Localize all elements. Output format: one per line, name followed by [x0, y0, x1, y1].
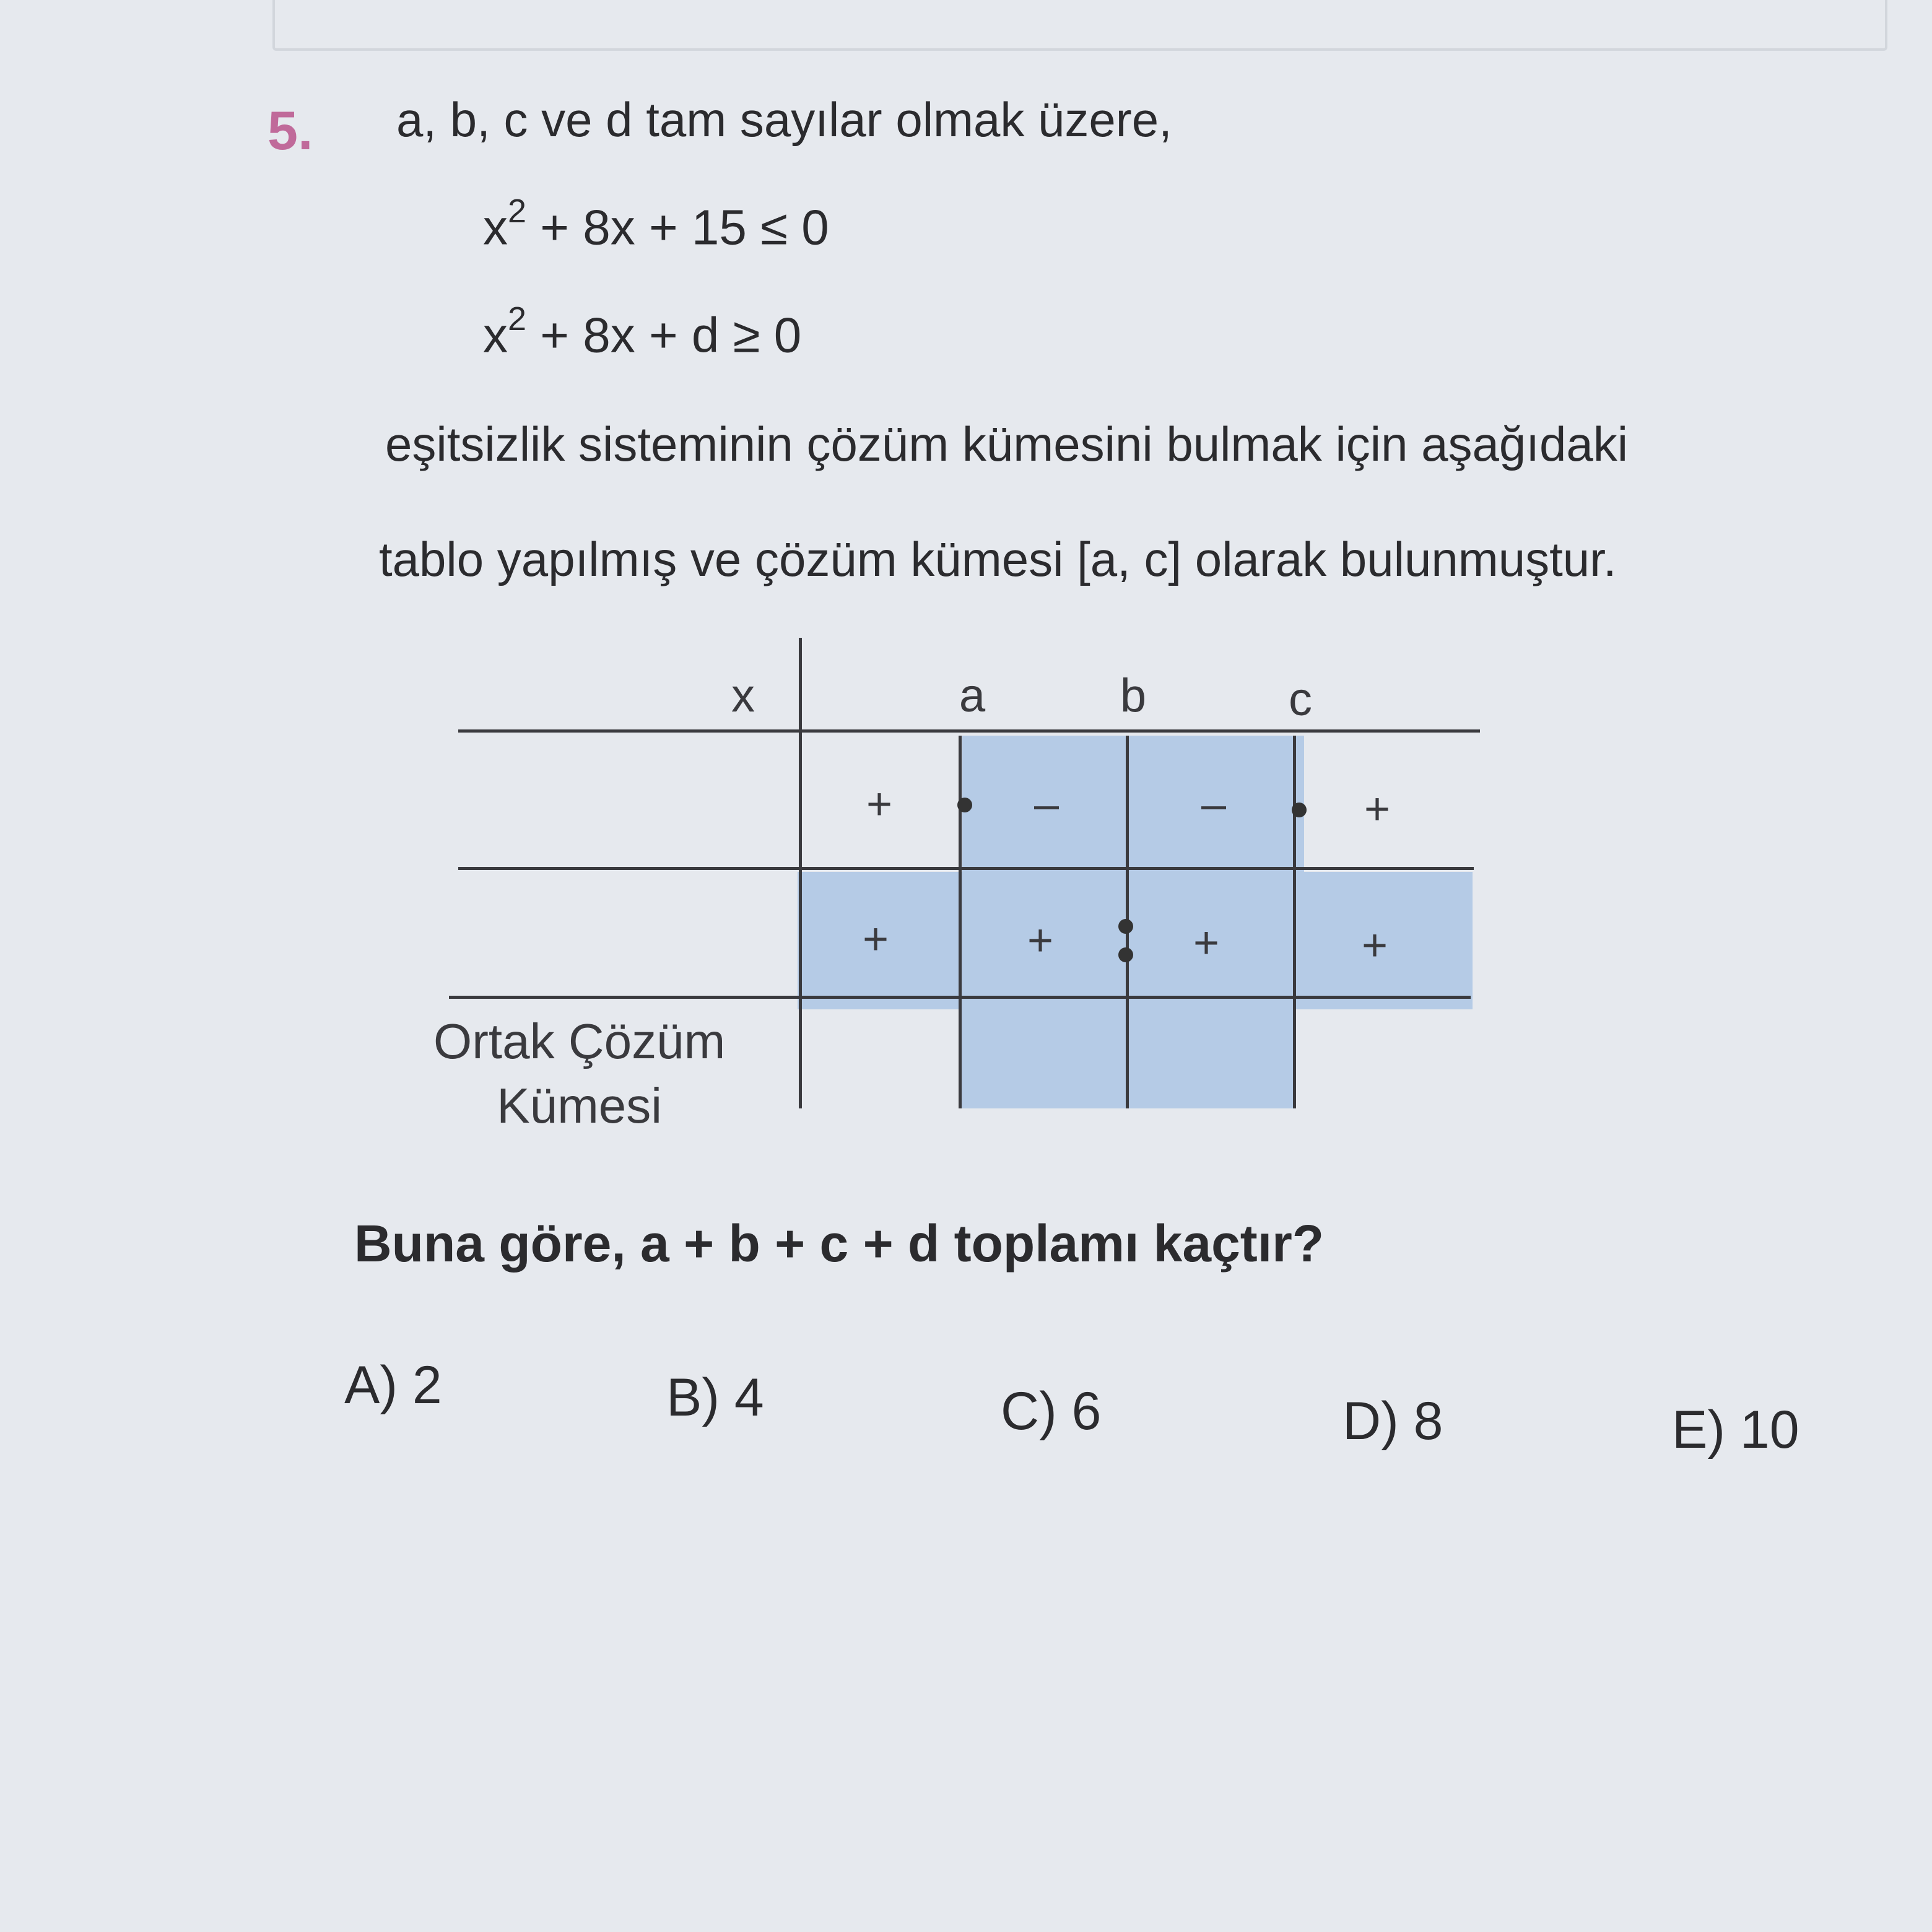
root-b-dot-lower	[1118, 947, 1133, 962]
row-1-sign-2: –	[1033, 780, 1060, 829]
question-text-line-2: tablo yapılmış ve çözüm kümesi [a, c] olarak bulunmuştur.	[379, 532, 1617, 586]
header-c: c	[1289, 673, 1312, 726]
row-1-shade	[962, 736, 1304, 873]
question-prompt: Buna göre, a + b + c + d toplamı kaçtır?	[354, 1214, 1325, 1273]
header-divider	[458, 729, 1480, 733]
question-number: 5.	[268, 100, 313, 161]
row-2-sign-3: +	[1193, 918, 1220, 968]
a-column-line	[959, 736, 962, 1108]
header-a: a	[959, 669, 986, 722]
inequality-2-rest: + 8x + d ≥ 0	[526, 307, 802, 363]
inequality-2-exponent: 2	[508, 300, 527, 337]
common-solution-label-line-2: Kümesi	[497, 1078, 662, 1133]
row-1-sign-1: +	[866, 780, 893, 829]
row-1-divider	[458, 867, 1474, 870]
root-a-dot	[957, 798, 972, 812]
row-2-sign-1: +	[862, 915, 889, 964]
row-2-sign-4: +	[1361, 921, 1388, 970]
inequality-2-base: x	[483, 307, 508, 363]
header-b: b	[1120, 669, 1147, 722]
inequality-2	[483, 300, 802, 364]
option-b[interactable]: B) 4	[666, 1368, 764, 1427]
header-x: x	[731, 669, 755, 722]
c-column-line	[1293, 736, 1296, 1108]
option-d[interactable]: D) 8	[1342, 1391, 1443, 1451]
label-column-divider	[799, 638, 802, 1108]
question-intro: a, b, c ve d tam sayılar olmak üzere,	[396, 92, 1172, 147]
option-a[interactable]: A) 2	[344, 1355, 442, 1415]
row-1-sign-4: +	[1364, 785, 1391, 834]
option-e[interactable]: E) 10	[1672, 1400, 1799, 1460]
row-2-sign-2: +	[1027, 916, 1054, 965]
common-solution-label	[433, 1009, 725, 1138]
inequality-1-base: x	[483, 199, 508, 255]
root-c-dot	[1292, 803, 1307, 817]
row-1-sign-3: –	[1201, 780, 1227, 829]
inequality-1-rest: + 8x + 15 ≤ 0	[526, 199, 829, 255]
inequality-1-exponent: 2	[508, 193, 527, 230]
inequality-1	[483, 193, 829, 256]
previous-question-box	[272, 0, 1887, 51]
question-text-line-1: eşitsizlik sisteminin çözüm kümesini bulmak için aşağıdaki	[385, 417, 1629, 471]
common-solution-label-line-1: Ortak Çözüm	[433, 1014, 726, 1069]
root-b-dot-upper	[1118, 919, 1133, 934]
option-c[interactable]: C) 6	[1001, 1382, 1102, 1441]
